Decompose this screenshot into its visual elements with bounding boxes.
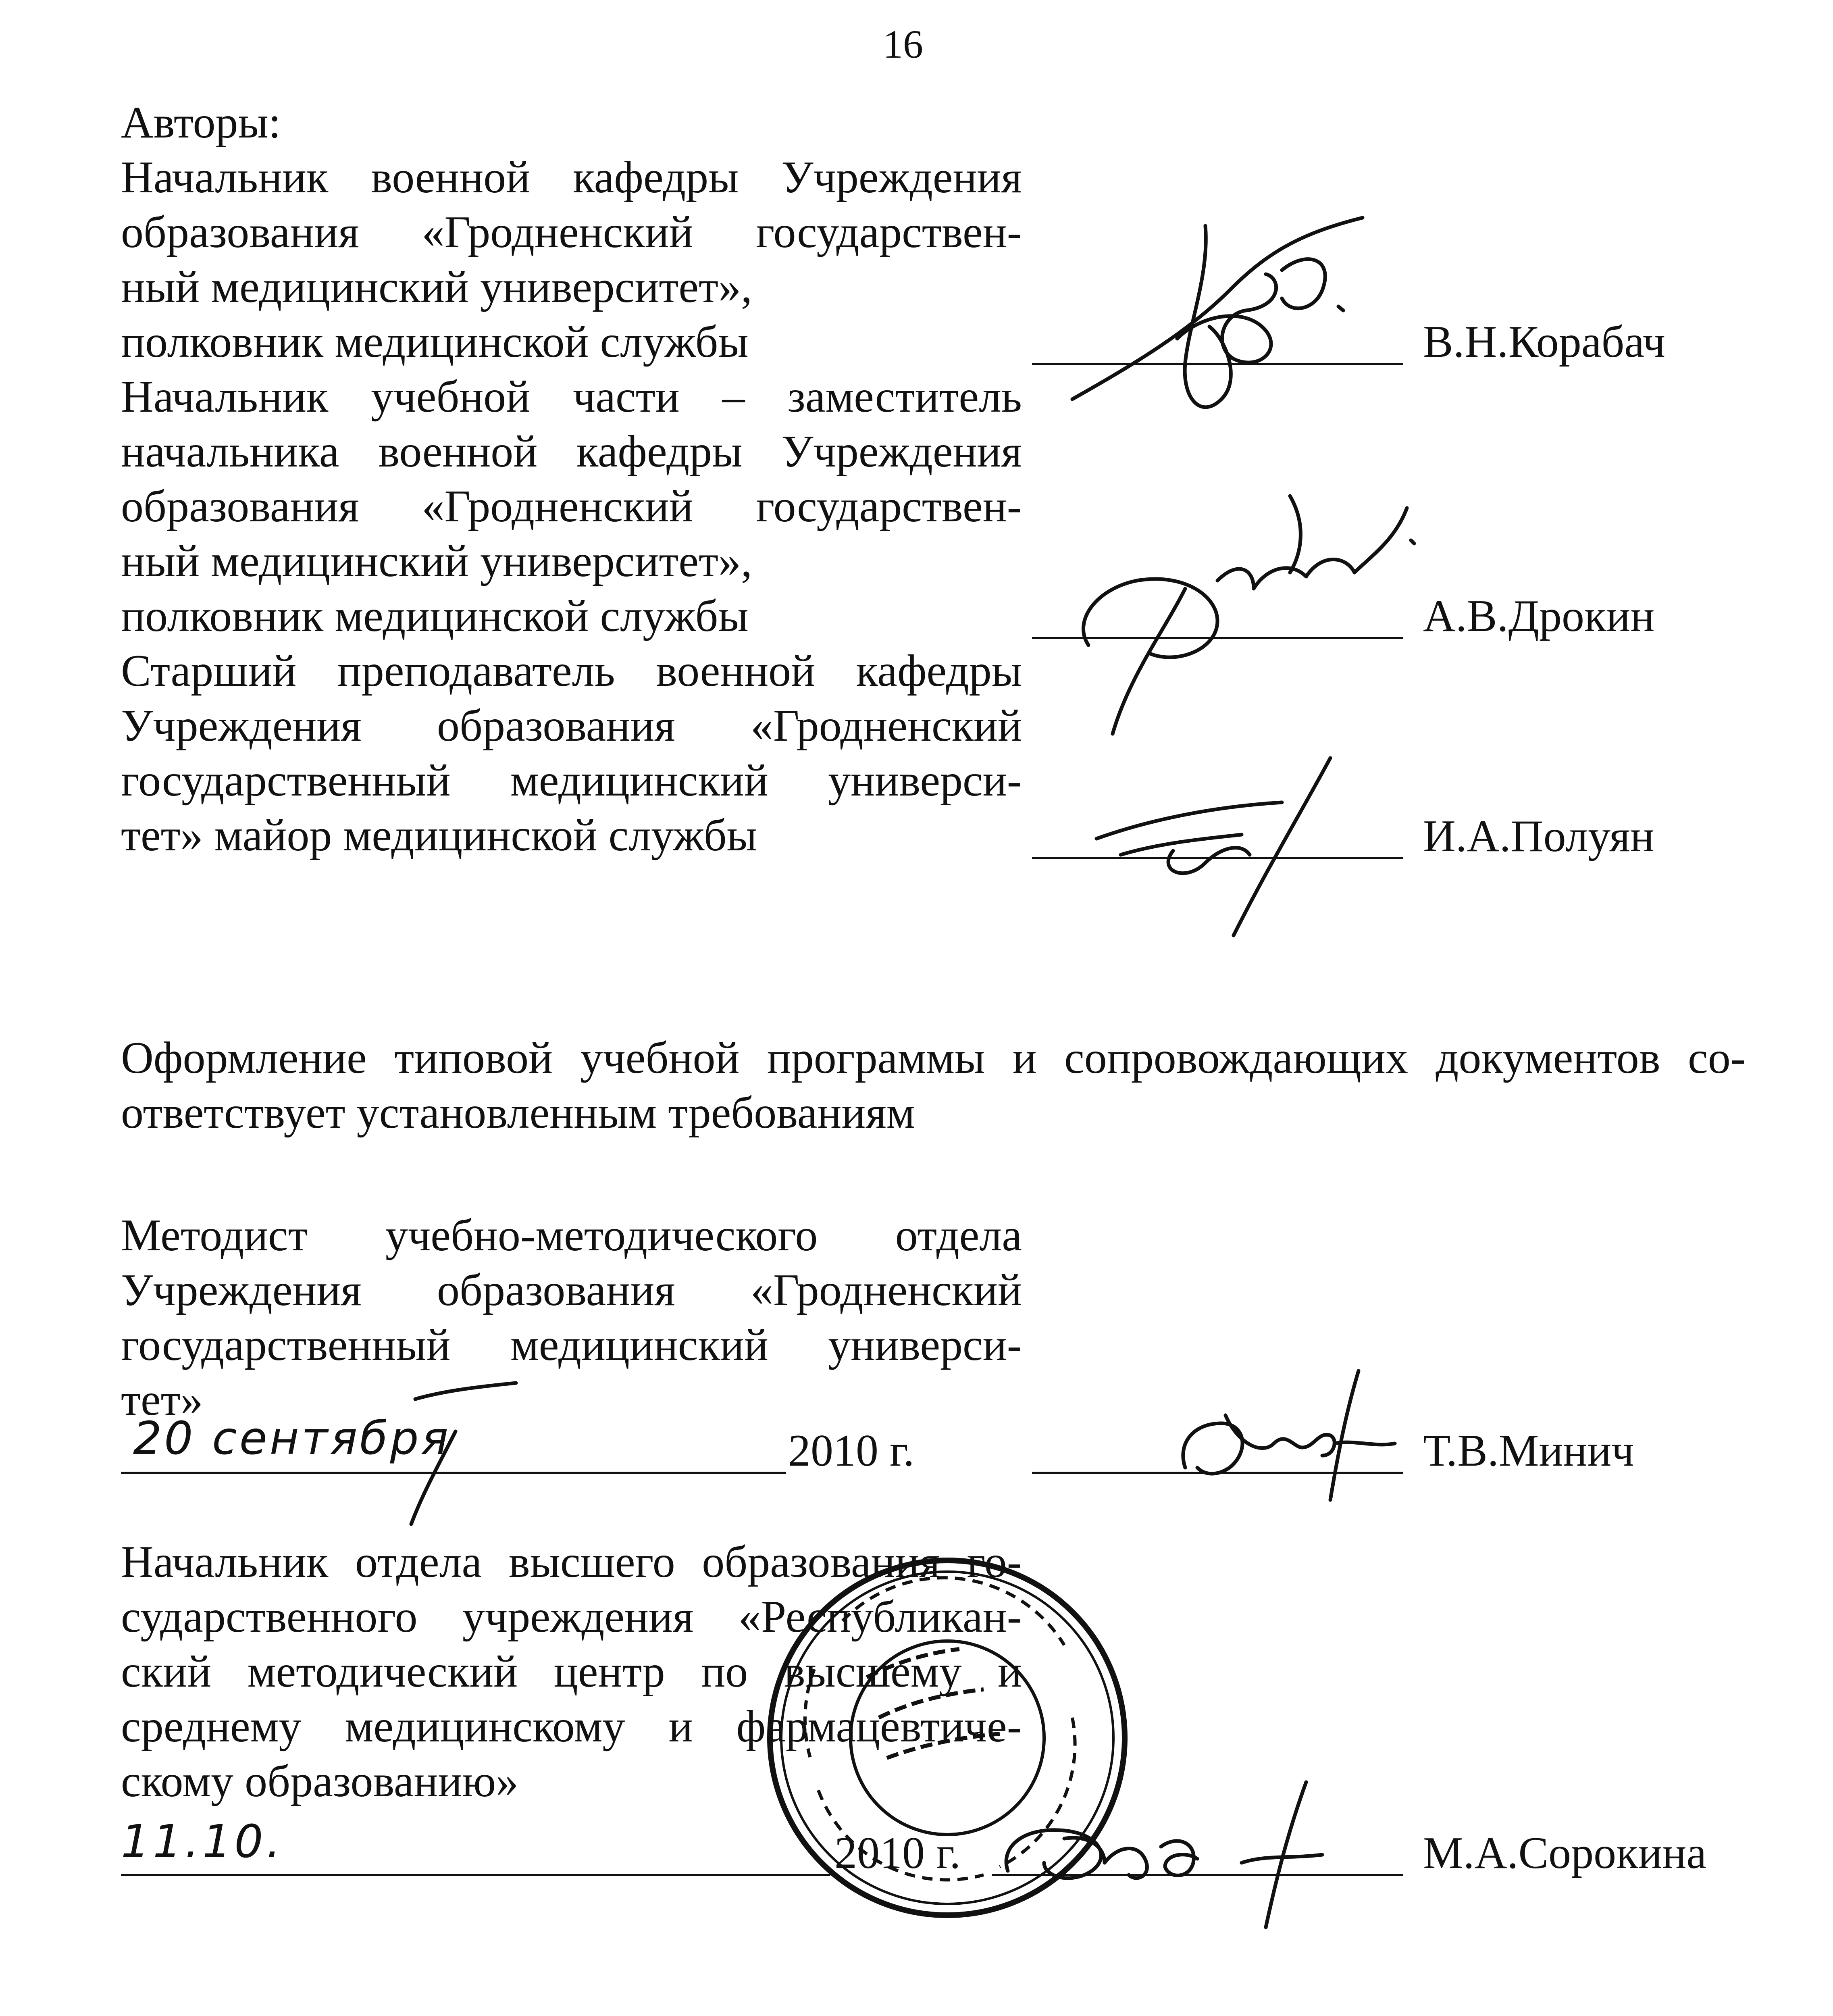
- author-2-name: А.В.Дрокин: [1423, 591, 1655, 641]
- signature-author-3: [1072, 750, 1371, 943]
- page-number: 16: [883, 22, 923, 67]
- author-3-title: Старший преподаватель военной кафедры Учреждения образования «Гродненский государственный медицинский универси- тет» майор медицинской службы: [121, 646, 1022, 860]
- authors-heading: Авторы:: [121, 98, 281, 148]
- head-date-line: [121, 1874, 830, 1876]
- signature-head: [984, 1766, 1363, 1935]
- author-1-name: В.Н.Корабач: [1423, 317, 1665, 367]
- author-3-name: И.А.Полуян: [1423, 811, 1654, 861]
- head-name: М.А.Сорокина: [1423, 1828, 1707, 1878]
- head-date-handwritten: 11.10.: [121, 1816, 284, 1868]
- signature-methodist: [1169, 1363, 1411, 1516]
- author-1-title: Начальник военной кафедры Учреждения образования «Гродненский государствен- ный медицинский университет», полковник медицинской службы: [121, 152, 1022, 367]
- author-2-title: Начальник учебной части – заместитель начальника военной кафедры Учреждения образования «Гродненский государствен- ный медицинский университет», полковник медицинской службы: [121, 372, 1022, 641]
- signature-author-1: [1056, 210, 1419, 435]
- methodist-date-flourish: [355, 1383, 524, 1528]
- head-date-year: 2010 г.: [834, 1828, 961, 1878]
- head-title: Начальник отдела высшего образования го- сударственного учреждения «Республикан- ский методический центр по высшему и среднему медицинскому и фармацевтиче- скому образованию»: [121, 1537, 1022, 1806]
- methodist-title: Методист учебно-методического отдела Учреждения образования «Гродненский государственный медицинский универси- тет»: [121, 1210, 1022, 1425]
- methodist-date-year: 2010 г.: [788, 1426, 915, 1476]
- signature-author-2: [1064, 476, 1427, 774]
- methodist-name: Т.В.Минич: [1423, 1426, 1634, 1476]
- compliance-statement: Оформление типовой учебной программы и сопровождающих документов со- ответствует установленным требованиям: [121, 1033, 1746, 1138]
- methodist-date-handwritten: 20 сентября: [133, 1412, 451, 1465]
